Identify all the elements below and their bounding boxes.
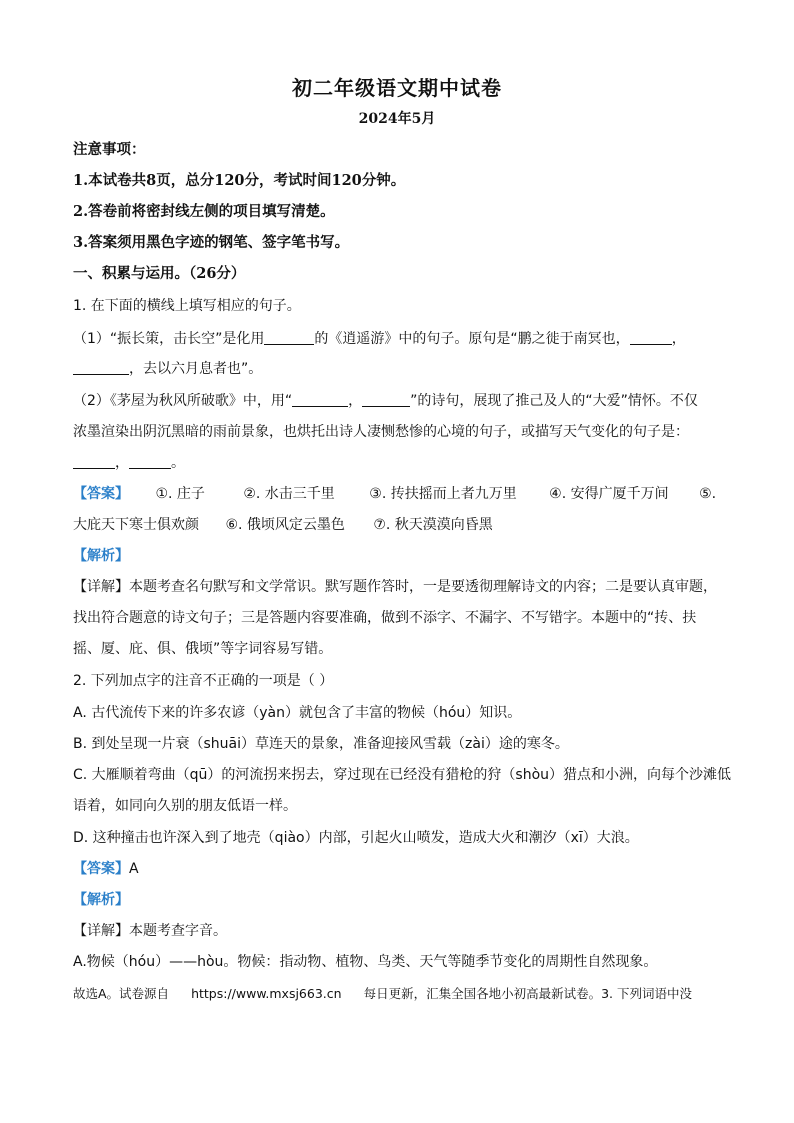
detail-line: 【详解】本题考查字音。 — [73, 923, 227, 939]
answer-tag: 【答案】 — [73, 861, 129, 877]
analysis-tag: 【解析】 — [73, 892, 129, 908]
source-url[interactable]: https://www.mxsj663.cn — [191, 986, 342, 1001]
option-c: C. 大雁顺着弯曲（qū）的河流拐来拐去，穿过现在已经没有猎枪的狩（shòu）猎点和小洲，向每个沙滩低 — [73, 767, 732, 783]
option-c-continued: 语着，如同向久别的朋友低语一样。 — [73, 798, 297, 814]
answer-item: ④. 安得广厦千万间 — [549, 486, 669, 502]
answer-blank — [73, 360, 129, 375]
answer-blank — [129, 454, 171, 469]
detail-line: 【详解】本题考查名句默写和文学常识。默写题作答时，一是要透彻理解诗文的内容；二是要认真审题， — [73, 579, 717, 595]
note-item: 2.答卷前将密封线左侧的项目填写清楚。 — [73, 203, 335, 220]
note-item: 1.本试卷共8页，总分120分，考试时间120分钟。 — [73, 172, 406, 189]
answer-blank — [73, 454, 115, 469]
question-line: （1）“振长策，击长空”是化用 的《逍遥游》中的句子。原句是“鹏之徙于南冥也， ， — [73, 331, 686, 347]
answer-blank — [362, 392, 410, 407]
question-line: ， 。 — [73, 454, 185, 472]
option-b: B. 到处呈现一片衰（shuāi）草连天的景象，准备迎接风雪载（zài）途的寒冬。 — [73, 736, 569, 752]
question-line: （2）《茅屋为秋风所破歌》中，用“ ， ”的诗句，展现了推己及人的“大爱”情怀。不仅 — [73, 393, 698, 409]
source-line: 故选A。试卷源自 https://www.mxsj663.cn 每日更新，汇集全国各地小初高最新试卷。3. 下列词语中没 — [73, 986, 692, 1001]
option-d: D. 这种撞击也许深入到了地壳（qiào）内部，引起火山喷发，造成大火和潮汐（xī）大浪。 — [73, 830, 639, 846]
answer-line — [73, 516, 493, 534]
answer-item: ⑤. — [699, 486, 717, 502]
answer-item: ⑥. 俄顷风定云墨色 — [225, 517, 345, 533]
answer-item: ②. 水击三千里 — [243, 486, 335, 502]
answer-line — [73, 485, 716, 503]
question-line: ，去以六月息者也”。 — [73, 360, 262, 378]
answer-blank — [630, 330, 672, 345]
analysis-tag: 【解析】 — [73, 548, 129, 564]
question-line: 浓墨渲染出阴沉黑暗的雨前景象，也烘托出诗人凄恻愁惨的心境的句子，或描写天气变化的句子是： — [73, 424, 689, 440]
answer-item: ①. 庄子 — [155, 486, 205, 502]
note-item: 3.答案须用黑色字迹的钢笔、签字笔书写。 — [73, 234, 350, 251]
answer-value: A — [129, 861, 139, 877]
exam-date: 2024年5月 — [358, 111, 436, 127]
notes-heading: 注意事项： — [73, 141, 146, 158]
option-a: A. 古代流传下来的许多农谚（yàn）就包含了丰富的物候（hóu）知识。 — [73, 705, 522, 721]
answer-item: ③. 抟扶摇而上者九万里 — [369, 486, 517, 502]
question-stem: 1. 在下面的横线上填写相应的句子。 — [73, 298, 301, 314]
section-heading: 一、积累与运用。（26分） — [73, 265, 246, 282]
answer-blank — [264, 330, 314, 345]
detail-line: 找出符合题意的诗文句子；三是答题内容要准确，做到不添字、不漏字、不写错字。本题中的“抟、扶 — [73, 610, 697, 626]
page-title: 初二年级语文期中试卷 — [292, 76, 502, 100]
answer-blank — [292, 392, 348, 407]
explanation-line: A.物候（hóu）——hòu。物候：指动物、植物、鸟类、天气等随季节变化的周期性自然现象。 — [73, 954, 658, 970]
answer-item: ⑦. 秋天漠漠向昏黑 — [373, 517, 493, 533]
answer-item: 大庇天下寒士俱欢颜 — [73, 517, 199, 533]
answer-line — [73, 860, 139, 878]
question-stem: 2. 下列加点字的注音不正确的一项是（ ） — [73, 673, 334, 689]
answer-tag: 【答案】 — [73, 486, 129, 502]
detail-line: 摇、厦、庇、俱、俄顷”等字词容易写错。 — [73, 641, 333, 657]
